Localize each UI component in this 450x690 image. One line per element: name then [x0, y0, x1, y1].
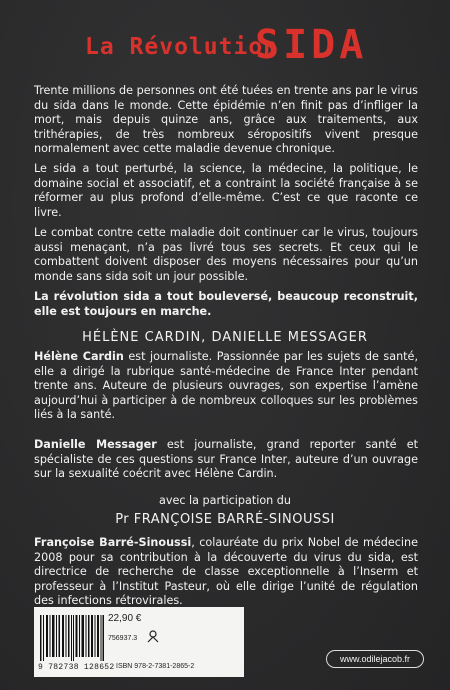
publisher-logo-icon	[146, 629, 160, 643]
title-main: SIDA	[255, 22, 368, 68]
publisher-url[interactable]: www.odilejacob.fr	[326, 650, 424, 668]
contributor-bio-name: Françoise Barré-Sinoussi	[34, 536, 192, 549]
summary-paragraph-2: Le sida a tout perturbé, la science, la médecine, la politique, le domaine social et associatif, et a contraint la société française à se réformer au plus profond d’elle-même. C’est ce que raconte ce livre.	[34, 162, 418, 219]
product-code: 756937.3	[108, 635, 138, 642]
summary-paragraph-3: Le combat contre cette maladie doit continuer car le virus, toujours aussi menaçant, n’a pas livré tous ses secrets. Et ceux qui le combattent doivent disposer des moyens nécessaires pour qu’un monde sans sida soit un jour possible.	[34, 226, 418, 283]
summary-paragraph-1: Trente millions de personnes ont été tuées en trente ans par le virus du sida dans le monde. Cette épidémie n’en finit pas d’infliger la mort, mais depuis quinze ans, grâce aux traitements, aux trithérapies, de très nombreux séropositifs vivent presque normalement avec cette maladie devenue chronique.	[34, 84, 418, 156]
barcode-digits: 9 782738 128652	[38, 663, 115, 672]
barcode-panel	[34, 607, 244, 677]
author-bio-text: est journaliste. Passionnée par les sujets de santé, elle a dirigé la rubrique santé-médecine de France Inter pendant trente ans. Auteure de plusieurs ouvrages, son expertise l’amène aujourd’hui à participer à de nombreux colloques sur les problèmes liés à la santé.	[34, 350, 418, 422]
author-name: Hélène Cardin	[34, 350, 124, 363]
participation-line: avec la participation du	[158, 494, 292, 507]
author-bio-cardin	[34, 350, 418, 423]
barcode-icon	[40, 615, 104, 661]
book-title	[85, 22, 415, 68]
author-name: Danielle Messager	[34, 438, 157, 451]
author-bio-messager	[34, 438, 418, 482]
authors-heading: HÉLÈNE CARDIN, DANIELLE MESSAGER	[82, 330, 368, 345]
author-bio-text: est journaliste, grand reporter santé et spécialiste de ces questions sur France Inter, auteure d’un ouvrage sur la sexualité coécrit avec Hélène Cardin.	[34, 438, 418, 481]
contributor-bio	[34, 536, 418, 609]
isbn-label: ISBN 978-2-7381-2865-2	[116, 663, 195, 670]
contributor-bio-text: , colauréate du prix Nobel de médecine 2008 pour sa contribution à la découverte du virus du sida, est directrice de recherche de classe exceptionnelle à l’Inserm et professeur à l’Institut Pasteur, où elle dirige l’unité de régulation des infections rétrovirales.	[34, 536, 418, 608]
price-label: 22,90 €	[108, 613, 142, 624]
title-prefix: La Révolution	[85, 34, 279, 60]
contributor-name: Pr FRANÇOISE BARRÉ-SINOUSSI	[115, 512, 335, 527]
summary-paragraph-4: La révolution sida a tout bouleversé, beaucoup reconstruit, elle est toujours en marche.	[34, 290, 418, 318]
